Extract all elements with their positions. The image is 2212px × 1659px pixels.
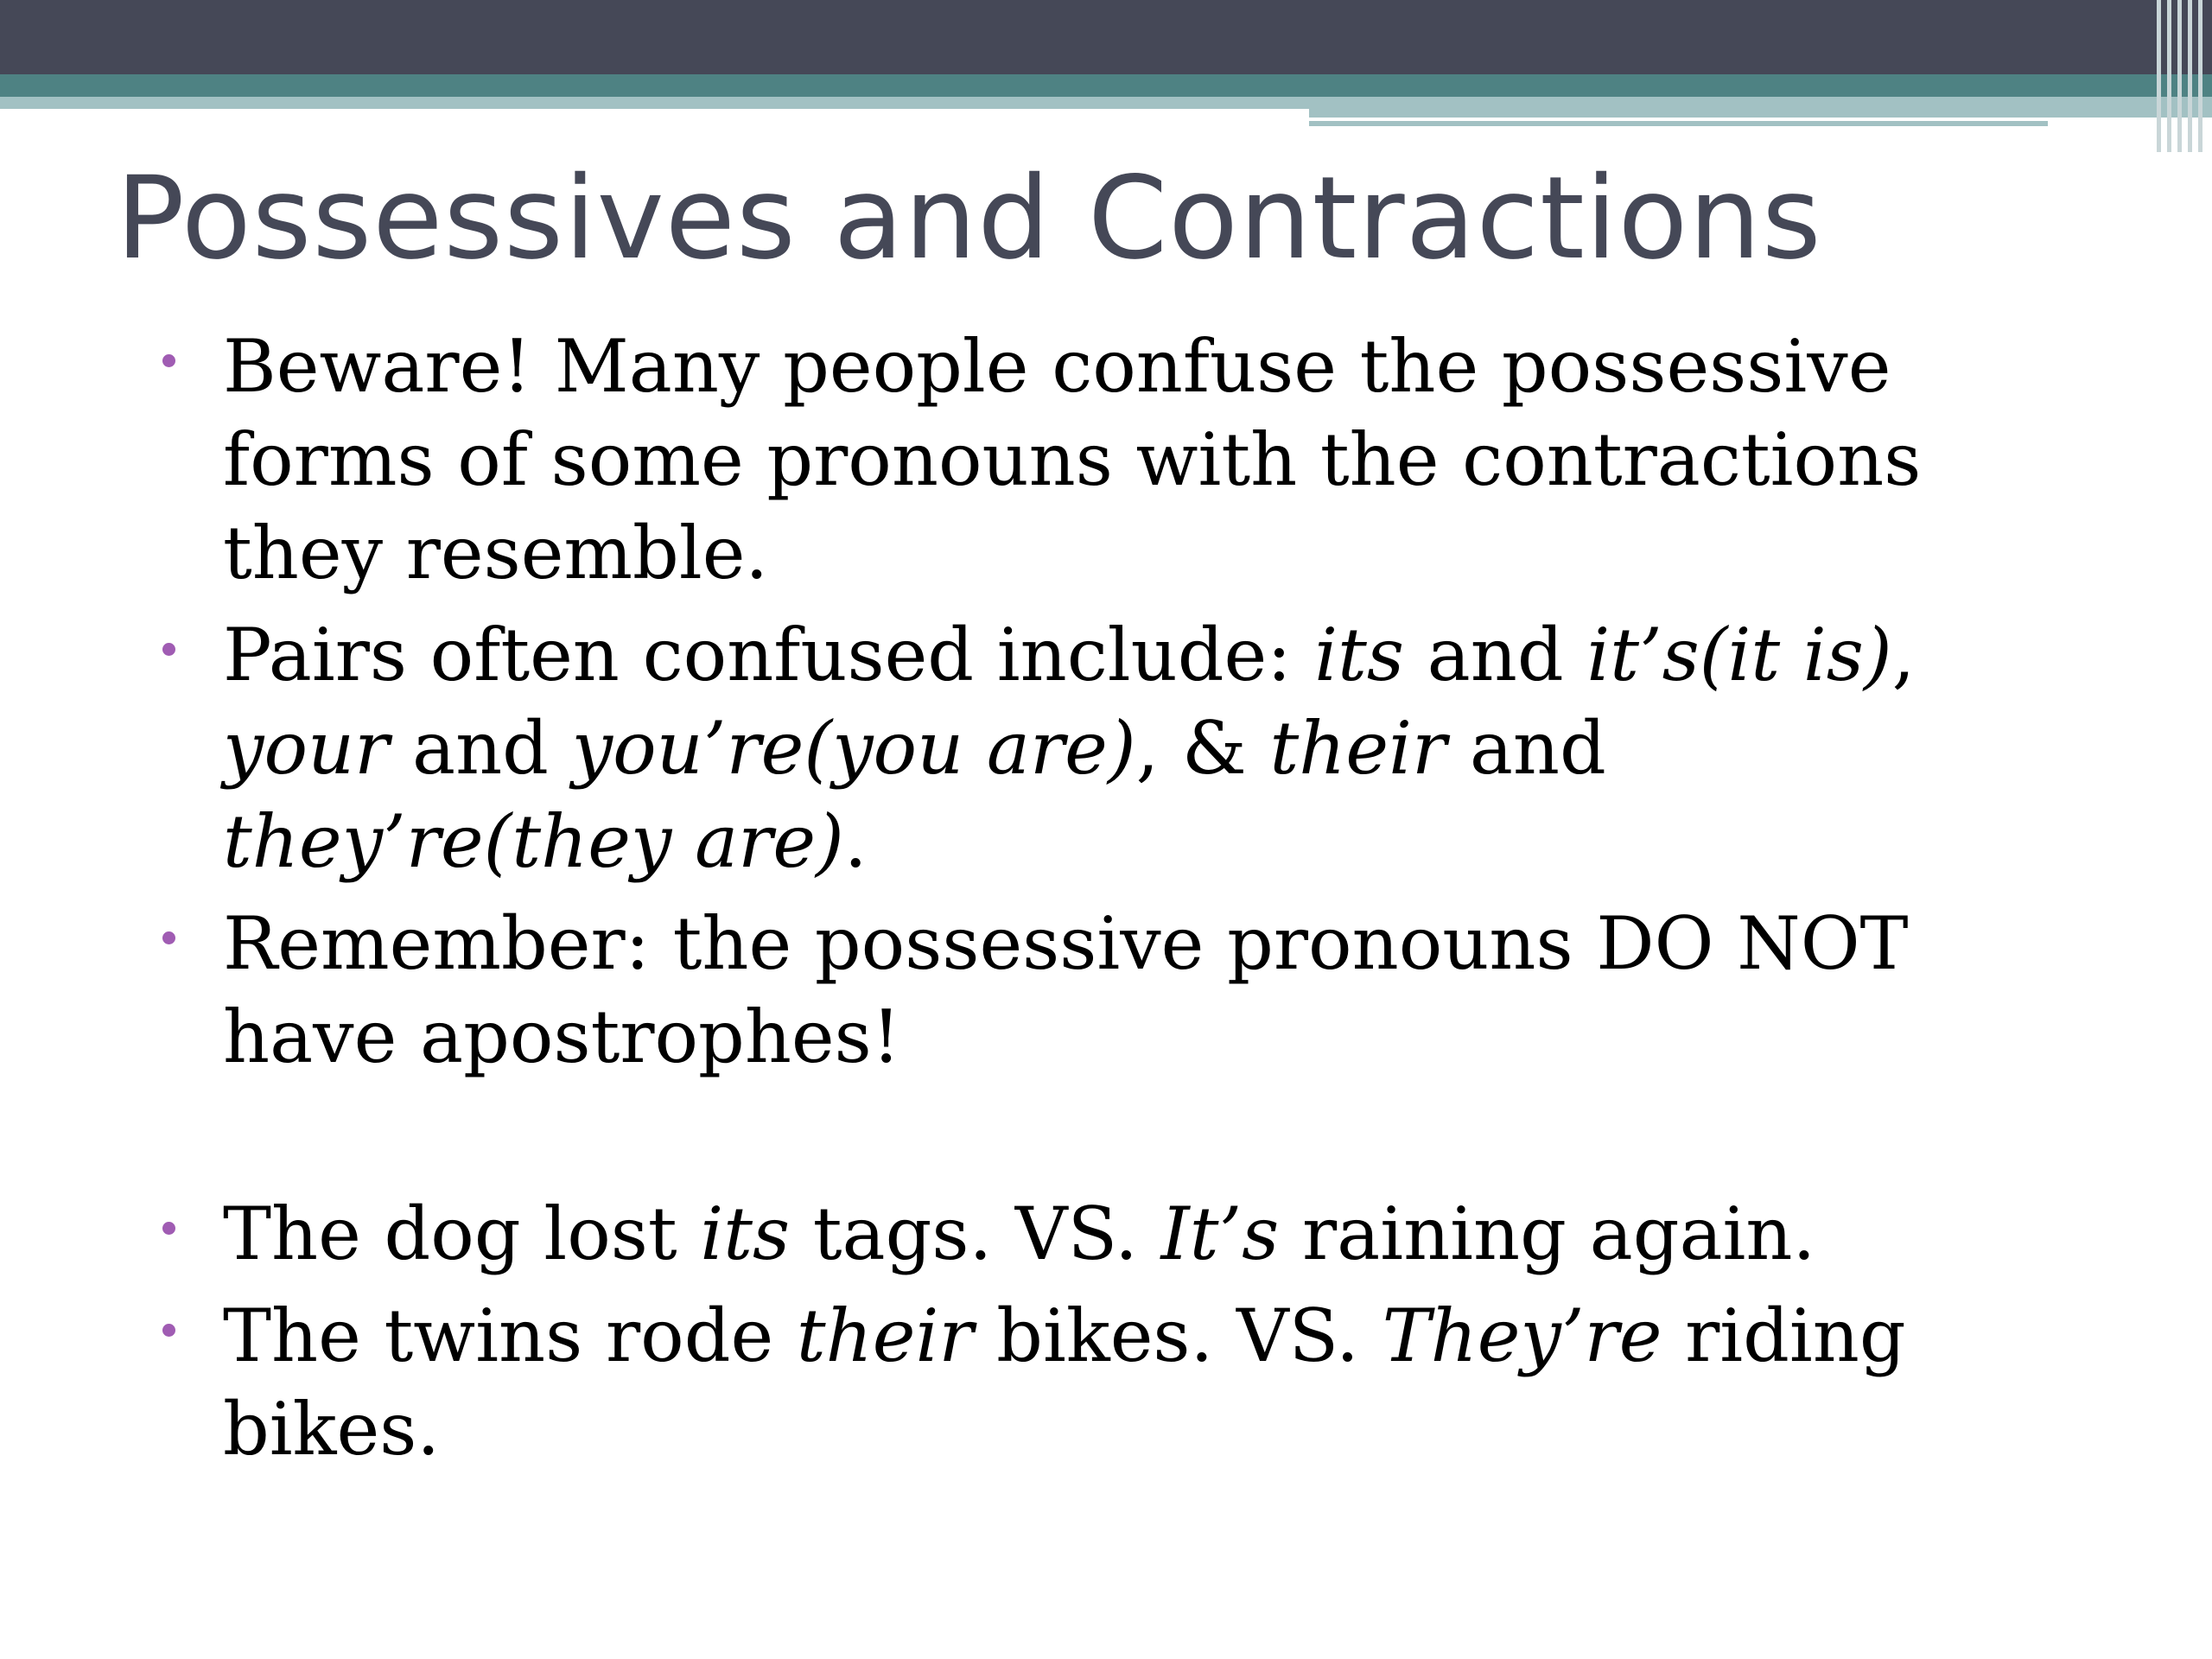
bullet-text: .	[843, 799, 868, 884]
bullet-emphasis: they’re(they are)	[223, 799, 844, 884]
bullet-text: ,	[1891, 613, 1916, 697]
bullet-text: Beware! Many people confuse the possessive forms of some pronouns with the contractions they resemble.	[223, 324, 1922, 595]
bullet-emphasis: its	[700, 1192, 791, 1276]
bullet-item	[156, 1187, 2074, 1281]
bullet-emphasis: it’s(it is)	[1586, 613, 1892, 697]
bullet-list	[156, 320, 2074, 1484]
bullet-dot-icon	[162, 1222, 175, 1235]
bullet-emphasis: They’re	[1382, 1294, 1662, 1378]
bullet-text: Pairs often confused include:	[223, 613, 1315, 697]
bullet-text: , &	[1135, 706, 1270, 791]
bullet-item	[156, 320, 2074, 600]
header-accent-line	[1309, 121, 2048, 126]
bullet-dot-icon	[162, 1324, 175, 1337]
header-band-teal	[0, 74, 2212, 97]
bullet-text: raining again.	[1279, 1192, 1816, 1276]
bullet-emphasis: their	[796, 1294, 974, 1378]
bullet-dot-icon	[162, 931, 175, 944]
bullet-item	[156, 897, 2074, 1084]
bullet-item	[156, 608, 2074, 888]
bullet-text: bikes. VS.	[973, 1294, 1382, 1378]
bullet-text: and	[1403, 613, 1587, 697]
bullet-text: tags. VS.	[790, 1192, 1161, 1276]
bullet-text: and	[1446, 706, 1606, 791]
bullet-emphasis: their	[1269, 706, 1447, 791]
bullet-emphasis: It’s	[1160, 1192, 1280, 1276]
bullet-text: The twins rode	[223, 1294, 797, 1378]
bullet-emphasis: you’re(you are)	[571, 706, 1136, 791]
bullet-text: and	[389, 706, 572, 791]
slide-title: Possessives and Contractions	[116, 152, 1822, 285]
bullet-text: Remember: the possessive pronouns DO NOT have apostrophes!	[223, 901, 1909, 1079]
bullet-emphasis: its	[1314, 613, 1404, 697]
bullet-spacer	[156, 1092, 2074, 1187]
header-band-light	[0, 97, 1309, 109]
bullet-text: riding bikes.	[223, 1294, 1906, 1471]
header-right-stripes	[2152, 0, 2212, 152]
bullet-dot-icon	[162, 643, 175, 656]
header-band-light-right	[1309, 97, 2212, 118]
header-band-dark	[0, 0, 2212, 74]
bullet-emphasis: your	[223, 706, 390, 791]
bullet-item	[156, 1289, 2074, 1476]
bullet-text: The dog lost	[223, 1192, 701, 1276]
bullet-dot-icon	[162, 354, 175, 367]
